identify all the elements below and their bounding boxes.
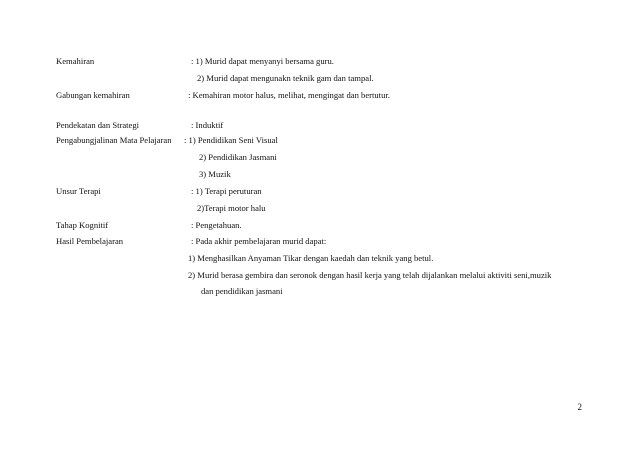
- field-label-pendekatan-strategi: Pendekatan dan Strategi: [56, 120, 140, 130]
- field-label-unsur-terapi: Unsur Terapi: [56, 186, 101, 196]
- field-value-tahap-kognitif: : Pengetahuan.: [191, 220, 242, 230]
- field-value-hasil-pembelajaran-3: 2) Murid berasa gembira dan seronok dengan hasil kerja yang telah dijalankan melalui aktiviti seni,muzik: [188, 270, 552, 280]
- field-value-pengabungjalinan-2: 2) Pendidikan Jasmani: [199, 152, 277, 162]
- field-value-pendekatan-strategi: : Induktif: [191, 120, 224, 130]
- field-value-pengabungjalinan-1: : 1) Pendidikan Seni Visual: [184, 135, 278, 145]
- field-value-unsur-terapi-2: 2)Terapi motor halu: [197, 203, 266, 213]
- field-label-gabungan-kemahiran: Gabungan kemahiran: [56, 90, 130, 100]
- field-label-hasil-pembelajaran: Hasil Pembelajaran: [56, 236, 124, 246]
- field-value-unsur-terapi-1: : 1) Terapi peruturan: [191, 186, 262, 196]
- field-label-tahap-kognitif: Tahap Kognitif: [56, 220, 109, 230]
- field-value-kemahiran-1: : 1) Murid dapat menyanyi bersama guru.: [191, 56, 334, 66]
- field-label-pengabungjalinan: Pengabungjalinan Mata Pelajaran: [56, 135, 172, 145]
- field-label-kemahiran: Kemahiran: [56, 56, 95, 66]
- field-value-hasil-pembelajaran-4: dan pendidikan jasmani: [201, 286, 283, 296]
- field-value-pengabungjalinan-3: 3) Muzik: [199, 169, 231, 179]
- field-value-hasil-pembelajaran-1: : Pada akhir pembelajaran murid dapat:: [191, 236, 327, 246]
- field-value-hasil-pembelajaran-2: 1) Menghasilkan Anyaman Tikar dengan kaedah dan teknik yang betul.: [188, 253, 434, 263]
- field-value-gabungan-kemahiran: : Kemahiran motor halus, melihat, mengingat dan bertutur.: [188, 90, 390, 100]
- field-value-kemahiran-2: 2) Murid dapat mengunakn teknik gam dan tampal.: [197, 73, 374, 83]
- page-number: 2: [577, 402, 582, 412]
